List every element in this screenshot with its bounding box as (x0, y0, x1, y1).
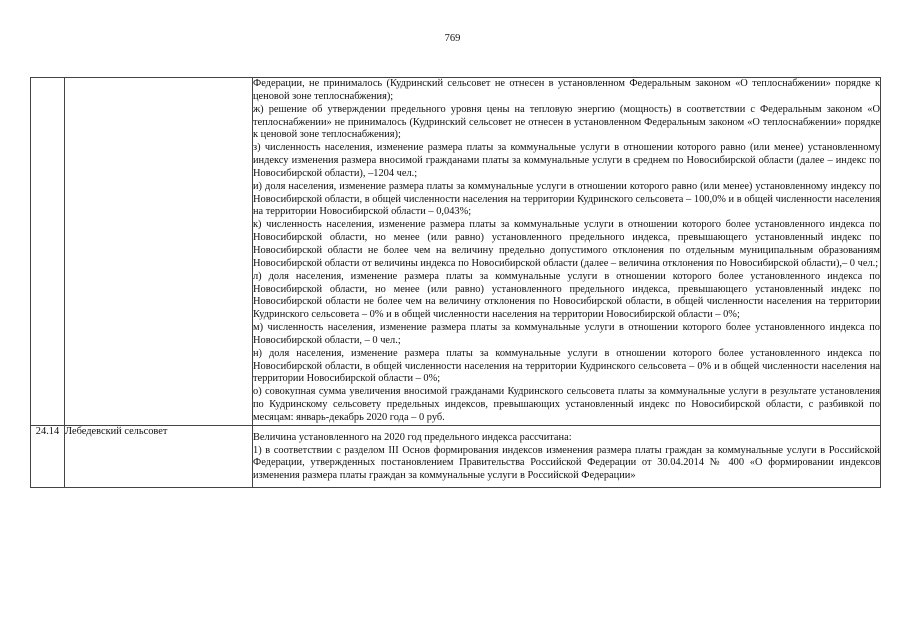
municipality-name (65, 78, 253, 426)
paragraph-l: л) доля населения, изменение размера платы за коммунальные услуги в отношении которого более установленного индекса по Новосибирской области, но менее (или равно) установленного предельного индекса, превышающего установленный индекс по Новосибирской области не более чем на величину отклонения по Новосибирской области, в общей численности населения на территории Кудринского сельсовета – 0% и в общей численности населения на территории Новосибирской области – 0%; (253, 270, 880, 321)
table-row (31, 78, 881, 426)
municipality-name: Лебедевский сельсовет (65, 425, 253, 487)
row-description-clip (253, 432, 880, 487)
row-number (31, 78, 65, 426)
table-row (31, 425, 881, 487)
paragraph: Величина установленного на 2020 год предельного индекса рассчитана: (253, 431, 572, 443)
paragraph: Федерации, не принималось (Кудринский сельсовет не отнесен в установленном Федеральным законом «О теплоснабжении» порядке к ценовой зоне теплоснабжения); (253, 78, 880, 102)
row-number: 24.14 (31, 425, 65, 487)
paragraph-o: о) совокупная сумма увеличения вносимой гражданами Кудринского сельсовета платы за коммунальные услуги в результате установления по Кудринскому сельсовету предельных индексов, превышающих установленный индекс по Новосибирской области, с разбивкой по месяцам: январь-декабрь 2020 года – 0 руб. (253, 386, 880, 423)
row-description (253, 78, 881, 426)
paragraph-n: н) доля населения, изменение размера платы за коммунальные услуги в отношении которого более установленного индекса по Новосибирской области, в общей численности населения на территории Кудринского сельсовета – 0% и в общей численности населения на территории Новосибирской области – 0%; (253, 347, 880, 385)
paragraph-k: к) численность населения, изменение размера платы за коммунальные услуги в отношении которого более установленного индекса по Новосибирской области, но менее (или равно) установленного предельного индекса, превышающего установленный индекс по Новосибирской области не более чем на величину предельно допустимого отклонения по отдельным муниципальным образованиям Новосибирской области от величины индекса по Новосибирской области (далее – величина отклонения по Новосибирской области),– 0 чел.; (253, 219, 880, 269)
paragraph-zh: ж) решение об утверждении предельного уровня цены на тепловую энергию (мощность) в соответствии с Федеральным законом «О теплоснабжении» не принималось (Кудринский сельсовет не отнесен в установленном Федеральным законом «О теплоснабжении» порядке к ценовой зоне теплоснабжения); (253, 103, 880, 141)
paragraph-z: з) численность населения, изменение размера платы за коммунальные услуги в отношении которого равно (или менее) установленному индексу изменения размера вносимой гражданами платы за коммунальные услуги в среднем по Новосибирской области (далее – индекс по Новосибирской области), –1204 чел.; (253, 142, 880, 179)
paragraph-m: м) численность населения, изменение размера платы за коммунальные услуги в отношении которого более установленного индекса по Новосибирской области, – 0 чел.; (253, 322, 880, 346)
paragraph-i: и) доля населения, изменение размера платы за коммунальные услуги в отношении которого равно (или менее) установленному индексу по Новосибирской области, в общей численности населения на территории Кудринского сельсовета – 100,0% и в общей численности населения на территории Новосибирской области – 0,043%; (253, 180, 880, 218)
page-number: 769 (444, 33, 461, 44)
tariff-table (30, 77, 881, 488)
row-description (253, 425, 881, 487)
paragraph: 1) в соответствии с разделом III Основ формирования индексов изменения размера платы граждан за коммунальные услуги в Российской Федерации, утвержденных постановлением Правительства Российской Федерации от 30.04.2014 № 400 «О формировании индексов изменения размера платы граждан за коммунальные услуги в Российской Федерации» (253, 444, 880, 482)
